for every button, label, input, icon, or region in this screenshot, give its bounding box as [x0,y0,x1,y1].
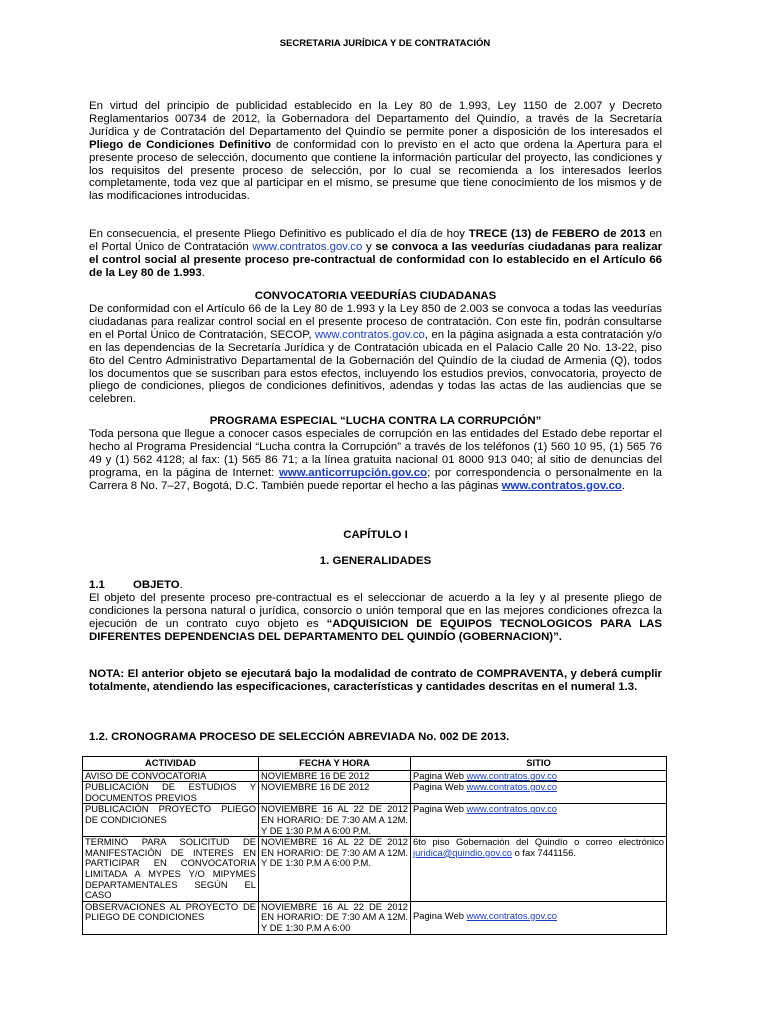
date-cell: NOVIEMBRE 16 AL 22 DE 2012 EN HORARIO: DE 7:30 AM A 12M. Y DE 1:30 P.M A 6:00 P.M. [259,837,411,902]
veedurias-text: , en la página asignada a esta contratación y/o en las dependencias de la Secretaría Jurídica y de Contratación ubicada en el Palacio Calle 20 No. 13-22, piso 6to del Centro Administrativo Departamental de la Gobernación del Quindío de la ciudad de Armenia (Q), todos los documentos que se suscriban para estos efectos, incluyendo los estudios previos, convocatoria, proyecto de pliego de condiciones, pliegos de condiciones definitivos, adendas y todas las actas de las audiencias que se celebren. [89,328,662,406]
site-cell [411,804,667,837]
site-text: Pagina Web [413,769,464,781]
site-cell [411,782,667,804]
objeto-description: “ADQUISICION DE EQUIPOS TECNOLOGICOS PARA LAS DIFERENTES DEPENDENCIAS DEL DEPARTAMENTO DEL QUINDÍO (GOBERNACION)” [89,617,662,643]
objeto-heading [89,579,662,592]
corrupcion-text: Toda persona que llegue a conocer casos especiales de corrupción en las entidades del Estado debe reportar el hecho al Programa Presidencial “Lucha contra la Corrupción” a través de los teléfonos (1) 560 10 95, (1) 565 76 49 y (1) 562 4128; al fax: (1) 565 86 71; a la línea gratuita nacional 01 8000 913 040; al sitio de denuncias del programa, en la página de Internet: [89,428,662,479]
column-header: SITIO [411,757,667,771]
veedurias-paragraph [89,303,662,406]
corrupcion-text: . [621,479,626,492]
cronograma-table [82,756,667,935]
site-cell [411,837,667,902]
column-header: FECHA Y HORA [259,757,411,771]
table-row [83,837,667,902]
site-text: Pagina Web [413,803,464,815]
contratos-link[interactable]: www.contratos.gov.co [314,328,425,341]
objeto-text: El objeto del presente proceso pre-contractual es el seleccionar de acuerdo a la ley y al presente pliego de condiciones la persona natural o jurídica, consorcio o unión temporal que en las mejores condiciones ofrezca la ejecución de un contrato cuyo objeto es [89,592,662,630]
date-cell: NOVIEMBRE 16 DE 2012 [259,782,411,804]
intro-paragraph-1 [89,100,662,203]
intro-text: en el Portal Único de Contratación [89,228,663,253]
activity-cell: OBSERVACIONES AL PROYECTO DE PLIEGO DE CONDICIONES [83,901,259,934]
activity-cell: PUBLICACIÓN PROYECTO PLIEGO DE CONDICIONES [83,804,259,837]
chapter-title: CAPÍTULO I [343,529,408,541]
veedurias-text: De conformidad con el Artículo 66 de la Ley 80 de 1.993 y la Ley 850 de 2.003 se convoca a todas las veedurías ciudadanas para realizar control social en el presente proceso de contratación. Con este fin, podrán consultarse en el Portal Único de Contratación, SECOP, [89,303,662,341]
section-generalidades: 1. GENERALIDADES [319,555,432,567]
email-link[interactable]: juridica@quindio.gov.co [413,846,512,858]
intro-text: En virtud del principio de publicidad establecido en la Ley 80 de 1.993, Ley 1150 de 2.007 y Decreto Reglamentarios 00734 de 2012, la Gobernadora del Departamento del Quindío, a través de la Secretaría Jurídica y de Contratación del Departamento del Quindío se permite poner a disposición de los interesados el [89,100,662,138]
veedurias-title: CONVOCATORIA VEEDURÍAS CIUDADANAS [254,290,497,302]
date-cell: NOVIEMBRE 16 AL 22 DE 2012 EN HORARIO: DE 7:30 AM A 12M. Y DE 1:30 P.M A 6:00 [259,901,411,934]
veedurias-call: se convoca a las veedurías ciudadanas para realizar el control social al presente proceso pre-contractual de conformidad con lo establecido en el Artículo 66 de la Ley 80 de 1.993 [89,240,663,279]
corrupcion-paragraph [89,428,662,493]
intro-text: En consecuencia, el presente Pliego Definitivo es publicado el día de hoy [89,228,465,240]
table-row [83,782,667,804]
cronograma-title: 1.2. CRONOGRAMA PROCESO DE SELECCIÓN ABREVIADA No. 002 DE 2013. [89,731,510,743]
site-cell [411,770,667,782]
objeto-number: 1.1 [89,579,105,591]
intro-text: . [201,266,205,279]
table-row [83,901,667,934]
activity-cell: PUBLICACIÓN DE ESTUDIOS Y DOCUMENTOS PREVIOS [83,782,259,804]
site-link[interactable]: www.contratos.gov.co [466,909,558,921]
contratos-link[interactable]: www.contratos.gov.co [252,240,363,253]
site-link[interactable]: www.contratos.gov.co [466,803,558,815]
contratos-link[interactable]: www.contratos.gov.co [501,479,622,492]
table-row [83,804,667,837]
publication-date: TRECE (13) de FEBERO de 2013 [468,228,646,240]
site-text: Pagina Web [413,781,464,793]
site-text: 6to piso Gobernación del Quindío o correo electrónico [413,836,664,848]
objeto-label: OBJETO [133,579,180,591]
intro-text: de conformidad con lo previsto en el acto que ordena la Apertura para el presente proceso de selección, documento que contiene la información particular del proyecto, las condiciones y los requisitos del presente proceso de selección, por lo cual se recomienda a los interesados leerlos completamente, toda vez que al participar en el mismo, se presume que tiene conocimiento de los mismos y de las modificaciones introducidas. [89,138,662,203]
nota-paragraph: NOTA: El anterior objeto se ejecutará bajo la modalidad de contrato de COMPRAVENTA, y deberá cumplir totalmente, atendiendo las especificaciones, características y cantidades descritas en el numeral 1.3. [89,668,662,693]
date-cell: NOVIEMBRE 16 DE 2012 [259,770,411,782]
corrupcion-title: PROGRAMA ESPECIAL “LUCHA CONTRA LA CORRUPCIÓN” [209,415,542,427]
site-text: Pagina Web [413,909,464,921]
page-header: SECRETARIA JURÍDICA Y DE CONTRATACIÓN [279,38,491,49]
corrupcion-text: ; por correspondencia o personalmente en la Carrera 8 No. 7–27, Bogotá, D.C. También puede reportar el hecho a las páginas [89,466,662,492]
column-header: ACTIVIDAD [83,757,259,771]
site-link[interactable]: www.contratos.gov.co [466,781,558,793]
activity-cell: TERMINO PARA SOLICITUD DE MANIFESTACIÓN DE INTERES EN PARTICIPAR EN CONVOCATORIA LIMITADA A MYPES Y/O MIPYMES DEPARTAMENTALES SEGÚN EL CASO [83,837,259,902]
site-link[interactable]: www.contratos.gov.co [466,769,558,781]
table-row [83,770,667,782]
pliego-definitivo-label: Pliego de Condiciones Definitivo [89,138,272,151]
anticorrupcion-link[interactable]: www.anticorrupción.gov.co [278,466,428,479]
site-text: o fax 7441156. [514,846,576,858]
objeto-dot: . [179,579,183,591]
objeto-text: . [558,630,562,643]
table-header-row [83,757,667,771]
site-cell [411,901,667,934]
activity-cell: AVISO DE CONVOCATORIA [83,770,259,782]
intro-text: y [366,240,372,253]
objeto-paragraph [89,592,662,644]
site-line [413,911,664,922]
intro-paragraph-2 [89,228,662,280]
date-cell: NOVIEMBRE 16 AL 22 DE 2012 EN HORARIO: DE 7:30 AM A 12M. Y DE 1:30 P.M A 6:00 P.M. [259,804,411,837]
